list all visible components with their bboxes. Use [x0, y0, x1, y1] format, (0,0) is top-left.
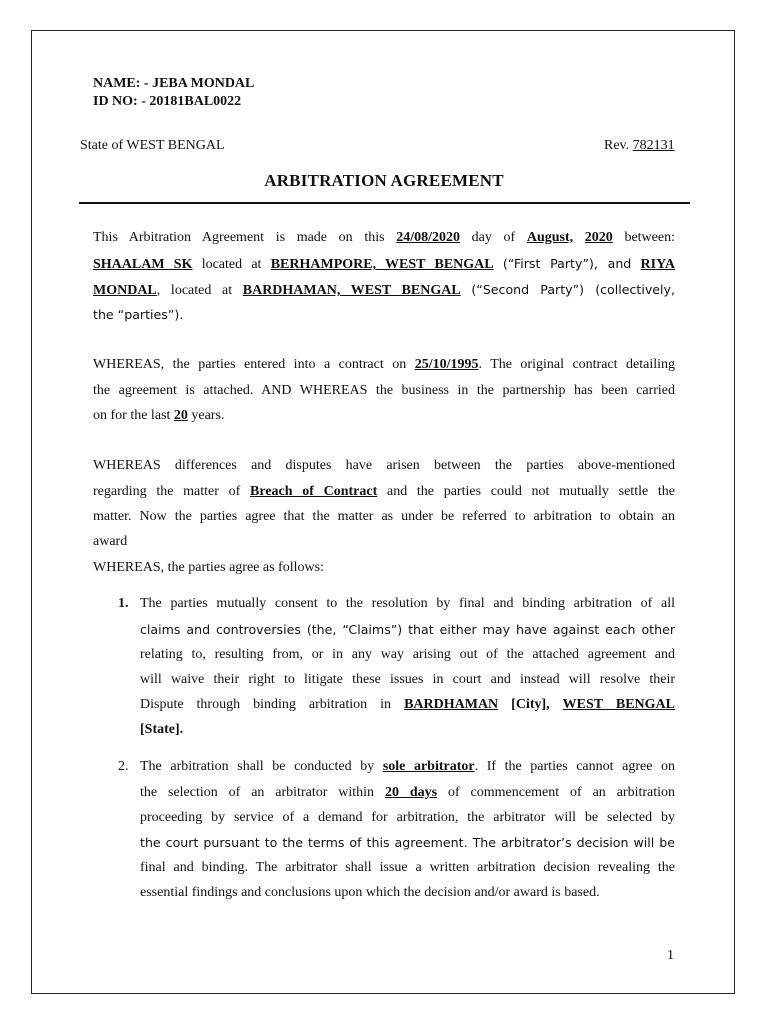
item1-line-6: [State].: [140, 722, 184, 737]
item2-line-2: the selection of an arbitrator within 20 days of commencement of an arbitration: [140, 785, 676, 800]
agreement-date: 24/08/2020: [396, 230, 460, 245]
whereas1-line-1: WHEREAS, the parties entered into a contract on 25/10/1995. The original contract detailing: [93, 357, 676, 372]
document-title: ARBITRATION AGREEMENT: [264, 171, 504, 190]
contract-date: 25/10/1995: [414, 357, 479, 372]
page-number: 1: [667, 948, 674, 963]
agreement-year: 2020: [584, 230, 613, 245]
title-rule: [79, 202, 690, 204]
arbitration-state: WEST BENGAL: [562, 697, 675, 712]
dispute-matter: Breach of Contract: [250, 484, 378, 499]
first-party-location: BERHAMPORE, WEST BENGAL: [270, 257, 494, 272]
whereas1-line-3: on for the last 20 years.: [93, 408, 225, 423]
revision: [604, 138, 675, 154]
whereas2-line-2: regarding the matter of Breach of Contract and the parties could not mutually settle the: [93, 484, 676, 499]
intro-line-3: MONDAL, located at BARDHAMAN, WEST BENGAL (“Second Party”) (collectively,: [93, 282, 676, 298]
item1-line-2: claims and controversies (the, “Claims”) that either may have against each other: [140, 622, 675, 637]
item2-line-4: the court pursuant to the terms of this agreement. The arbitrator’s decision will be: [140, 835, 675, 850]
item1-line-1: The parties mutually consent to the resolution by final and binding arbitration of all: [140, 596, 675, 611]
whereas2-line-3: matter. Now the parties agree that the matter as under be referred to arbitration to obtain an: [93, 509, 675, 524]
rev-number: 782131: [632, 138, 675, 153]
item1-line-5: Dispute through binding arbitration in BARDHAMAN [City], WEST BENGAL: [140, 697, 675, 712]
second-party-location: BARDHAMAN, WEST BENGAL: [242, 283, 461, 298]
student-id: ID NO: - 20181BAL0022: [93, 94, 242, 109]
student-name: NAME: - JEBA MONDAL: [93, 76, 255, 91]
whereas2-line-4: award: [93, 534, 128, 549]
item2-line-5: final and binding. The arbitrator shall issue a written arbitration decision revealing the: [140, 860, 675, 875]
second-party-last: MONDAL: [93, 283, 157, 298]
agreement-month: August,: [526, 230, 574, 245]
item2-line-3: proceeding by service of a demand for arbitration, the arbitrator will be selected by: [140, 810, 675, 825]
item1-number: 1.: [118, 596, 129, 611]
whereas2-line-5: WHEREAS, the parties agree as follows:: [93, 560, 324, 575]
partnership-years: 20: [173, 408, 188, 423]
item2-line-1: The arbitration shall be conducted by sole arbitrator. If the parties cannot agree on: [140, 759, 676, 774]
item1-line-4: will waive their right to litigate these issues in court and instead will resolve their: [140, 672, 675, 687]
whereas2-line-1: WHEREAS differences and disputes have arisen between the parties above-mentioned: [93, 458, 675, 473]
first-party: SHAALAM SK: [93, 257, 193, 272]
second-party-first: RIYA: [640, 257, 676, 272]
arbitration-city: BARDHAMAN: [404, 697, 499, 712]
intro-line-1: This Arbitration Agreement is made on this 24/08/2020 day of August, 2020 between:: [93, 230, 675, 245]
item1-line-3: relating to, resulting from, or in any way arising out of the attached agreement and: [140, 647, 675, 662]
state-label: State of WEST BENGAL: [80, 138, 225, 153]
intro-line-4: the “parties”).: [93, 307, 184, 322]
selection-days: 20 days: [384, 785, 438, 800]
item2-number: 2.: [118, 759, 129, 774]
item2-line-6: essential findings and conclusions upon which the decision and/or award is based.: [140, 885, 600, 900]
arbitrator-type: sole arbitrator: [382, 759, 475, 774]
intro-line-2: SHAALAM SK located at BERHAMPORE, WEST BENGAL (“First Party”), and RIYA: [93, 256, 676, 272]
whereas1-line-2: the agreement is attached. AND WHEREAS the business in the partnership has been carried: [93, 383, 675, 398]
rev-label: Rev.: [604, 138, 630, 153]
